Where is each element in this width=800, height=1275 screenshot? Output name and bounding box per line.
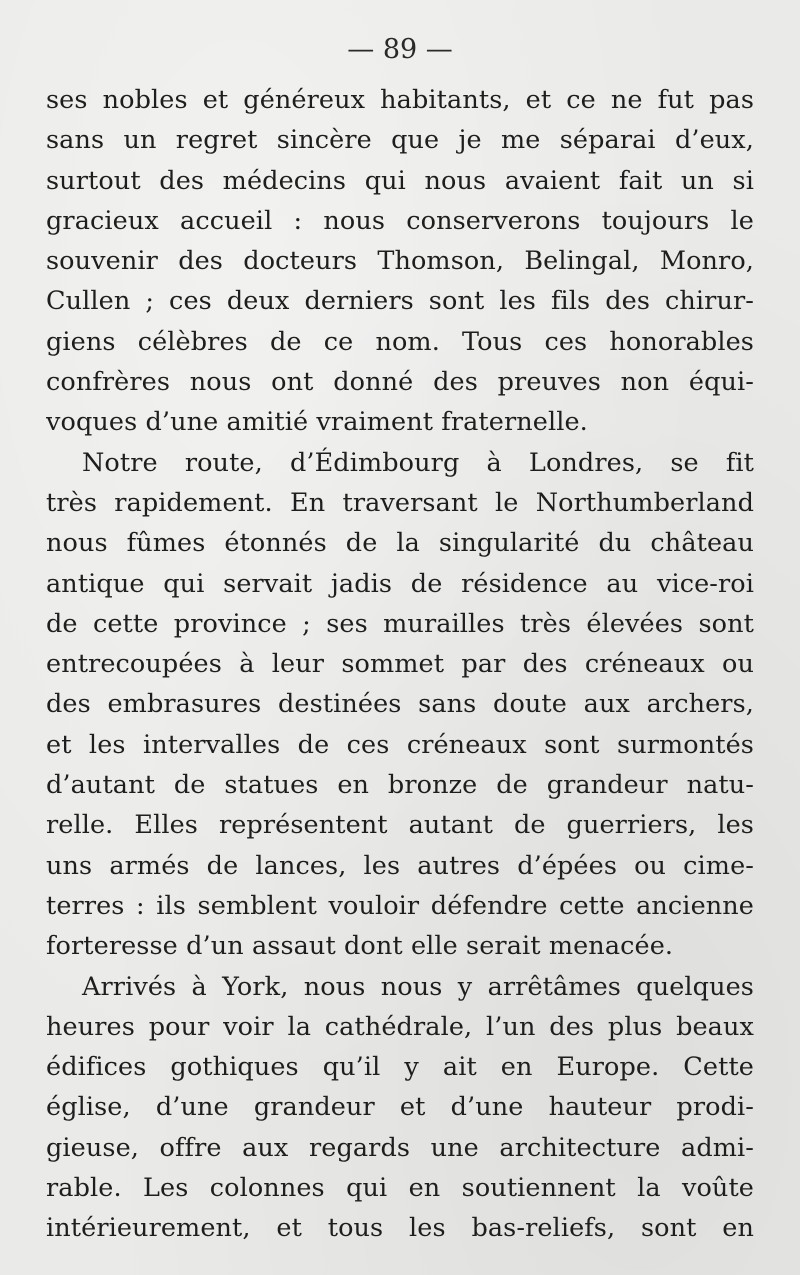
text-line: confrères nous ont donné des preuves non équi- [46,367,754,398]
text-line: giens célèbres de ce nom. Tous ces honorables [46,326,754,357]
text-line: rable. Les colonnes qui en soutiennent la voûte [46,1173,754,1204]
text-line: de cette province ; ses murailles très élevées sont [46,608,754,639]
text-line: voques d’une amitié vraiment fraternelle. [46,407,588,438]
text-line: forteresse d’un assaut dont elle serait menacée. [46,931,674,962]
text-line: antique qui servait jadis de résidence au vice-roi [46,568,754,599]
text-line: Cullen ; ces deux derniers sont les fils des chirur- [46,286,754,317]
text-line: gieuse, offre aux regards une architecture admi- [46,1132,754,1163]
text-line: des embrasures destinées sans doute aux archers, [46,689,754,720]
text-line: ses nobles et généreux habitants, et ce ne fut pas [46,85,754,115]
body-text [46,80,754,1249]
page-number: — 89 — [347,34,453,65]
text-line: gracieux accueil : nous conserverons toujours le [46,205,754,236]
text-line: d’autant de statues en bronze de grandeur natu- [46,770,754,801]
text-line: terres : ils semblent vouloir défendre cette ancienne [46,890,754,921]
text-line: surtout des médecins qui nous avaient fait un si [46,165,754,196]
text-line: Notre route, d’Édimbourg à Londres, se fit [82,447,754,478]
text-line: souvenir des docteurs Thomson, Belingal, Monro, [46,246,754,277]
text-line: relle. Elles représentent autant de guerriers, les [46,810,754,841]
text-line: très rapidement. En traversant le Northumberland [46,487,754,518]
text-line: et les intervalles de ces créneaux sont surmontés [46,729,754,760]
text-line: église, d’une grandeur et d’une hauteur prodi- [46,1092,754,1123]
text-line: entrecoupées à leur sommet par des créneaux ou [46,649,754,680]
text-line: heures pour voir la cathédrale, l’un des plus beaux [46,1011,754,1042]
text-line: Arrivés à York, nous nous y arrêtâmes quelques [82,971,754,1002]
text-line: nous fûmes étonnés de la singularité du château [46,528,754,559]
text-line: sans un regret sincère que je me séparai d’eux, [46,125,754,156]
text-line: uns armés de lances, les autres d’épées ou cime- [46,850,754,881]
text-line: édifices gothiques qu’il y ait en Europe. Cette [46,1052,754,1083]
text-line: intérieurement, et tous les bas-reliefs, sont en [46,1213,754,1244]
